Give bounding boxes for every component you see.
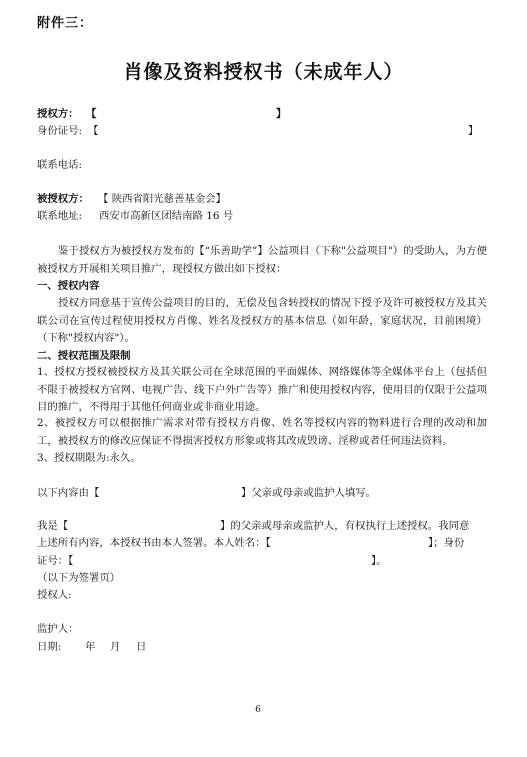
date-day: 日 [136,641,147,653]
date-label: 日期: [37,641,62,653]
grantor-close-bracket: 】 [276,108,287,120]
date-month: 月 [110,641,121,653]
intro-paragraph: 鉴于授权方为被授权方发布的【“乐善助学”】公益项目（下称"公益项目"）的受助人，为方便被授权方开展相关项目推广，现授权方做出如下授权： [37,245,487,275]
section-2-clause-1: 1、授权方授权被授权方及其关联公司在全球范围的平面媒体、网络媒体等全媒体平台上（包括但不限于被授权方官网、电视广告、线下户外广告等）推广和使用授权内容，使用目的仅限于公益项目的推广，不得用于其他任何商业或非商业用途。 [37,366,487,413]
section-2-clause-3: 3、授权期限为:永久。 [37,452,141,464]
guardian-line-2-start: 上述所有内容，本授权书由本人签署。本人姓名：【 [37,537,271,549]
grantor-signature-label: 授权人: [37,589,72,601]
attachment-label: 附件三： [37,16,94,31]
section-2-clause-2: 2、被授权方可以根据推广需求对带有授权方肖像、姓名等授权内容的物料进行合理的改动和加工，被授权方的修改应保证不得损害授权方形象或将其改成毁谤、淫秽或者任何违法资料。 [37,417,487,447]
guardian-line-3-start: 证号：【 [37,555,74,567]
grantor-open-bracket: 【 [86,108,97,120]
guardian-line-2-end: 】；身份 [428,537,465,549]
guardian-line-3-end: 】。 [371,555,387,567]
grantor-phone-label: 联系电话: [37,159,83,171]
guardian-line-1-end: 】的父亲或母亲或监护人，有权执行上述授权。我同意 [220,520,470,532]
grantor-label: 授权方： [37,108,79,120]
guardian-fill-prefix: 以下内容由【 [37,487,100,499]
grantor-id-open-bracket: 【 [88,125,99,137]
section-1-text: 授权方同意基于宣传公益项目的目的，无偿及包含转授权的情况下授予及许可被授权方及其关联公司在宣传过程使用授权方肖像、姓名及授权方的基本信息（如年龄，家庭状况，目前困境）（下称"授权内容"）。 [37,297,487,344]
grantor-id-label: 身份证号: [37,125,83,137]
document-title: 肖像及资料授权书（未成年人） [123,61,404,83]
guardian-fill-suffix: 】父亲或母亲或监护人填写。 [241,487,377,499]
grantee-address-label: 联系地址: [37,210,83,222]
grantee-address: 西安市高新区团结南路 16 号 [99,210,234,222]
date-year: 年 [85,641,96,653]
page-number: 6 [255,705,261,715]
grantee-name: 【 陕西省阳光慈善基金会】 [98,193,226,205]
grantee-label: 被授权方： [37,193,89,205]
guardian-signature-label: 监护人： [37,623,79,635]
signature-page-note: （以下为签署页） [37,572,121,584]
section-1-title: 一、授权内容 [37,280,100,292]
section-2-title: 二、授权范围及限制 [37,350,131,362]
guardian-line-1-start: 我是【 [37,520,69,532]
grantor-id-close-bracket: 】 [468,125,479,137]
